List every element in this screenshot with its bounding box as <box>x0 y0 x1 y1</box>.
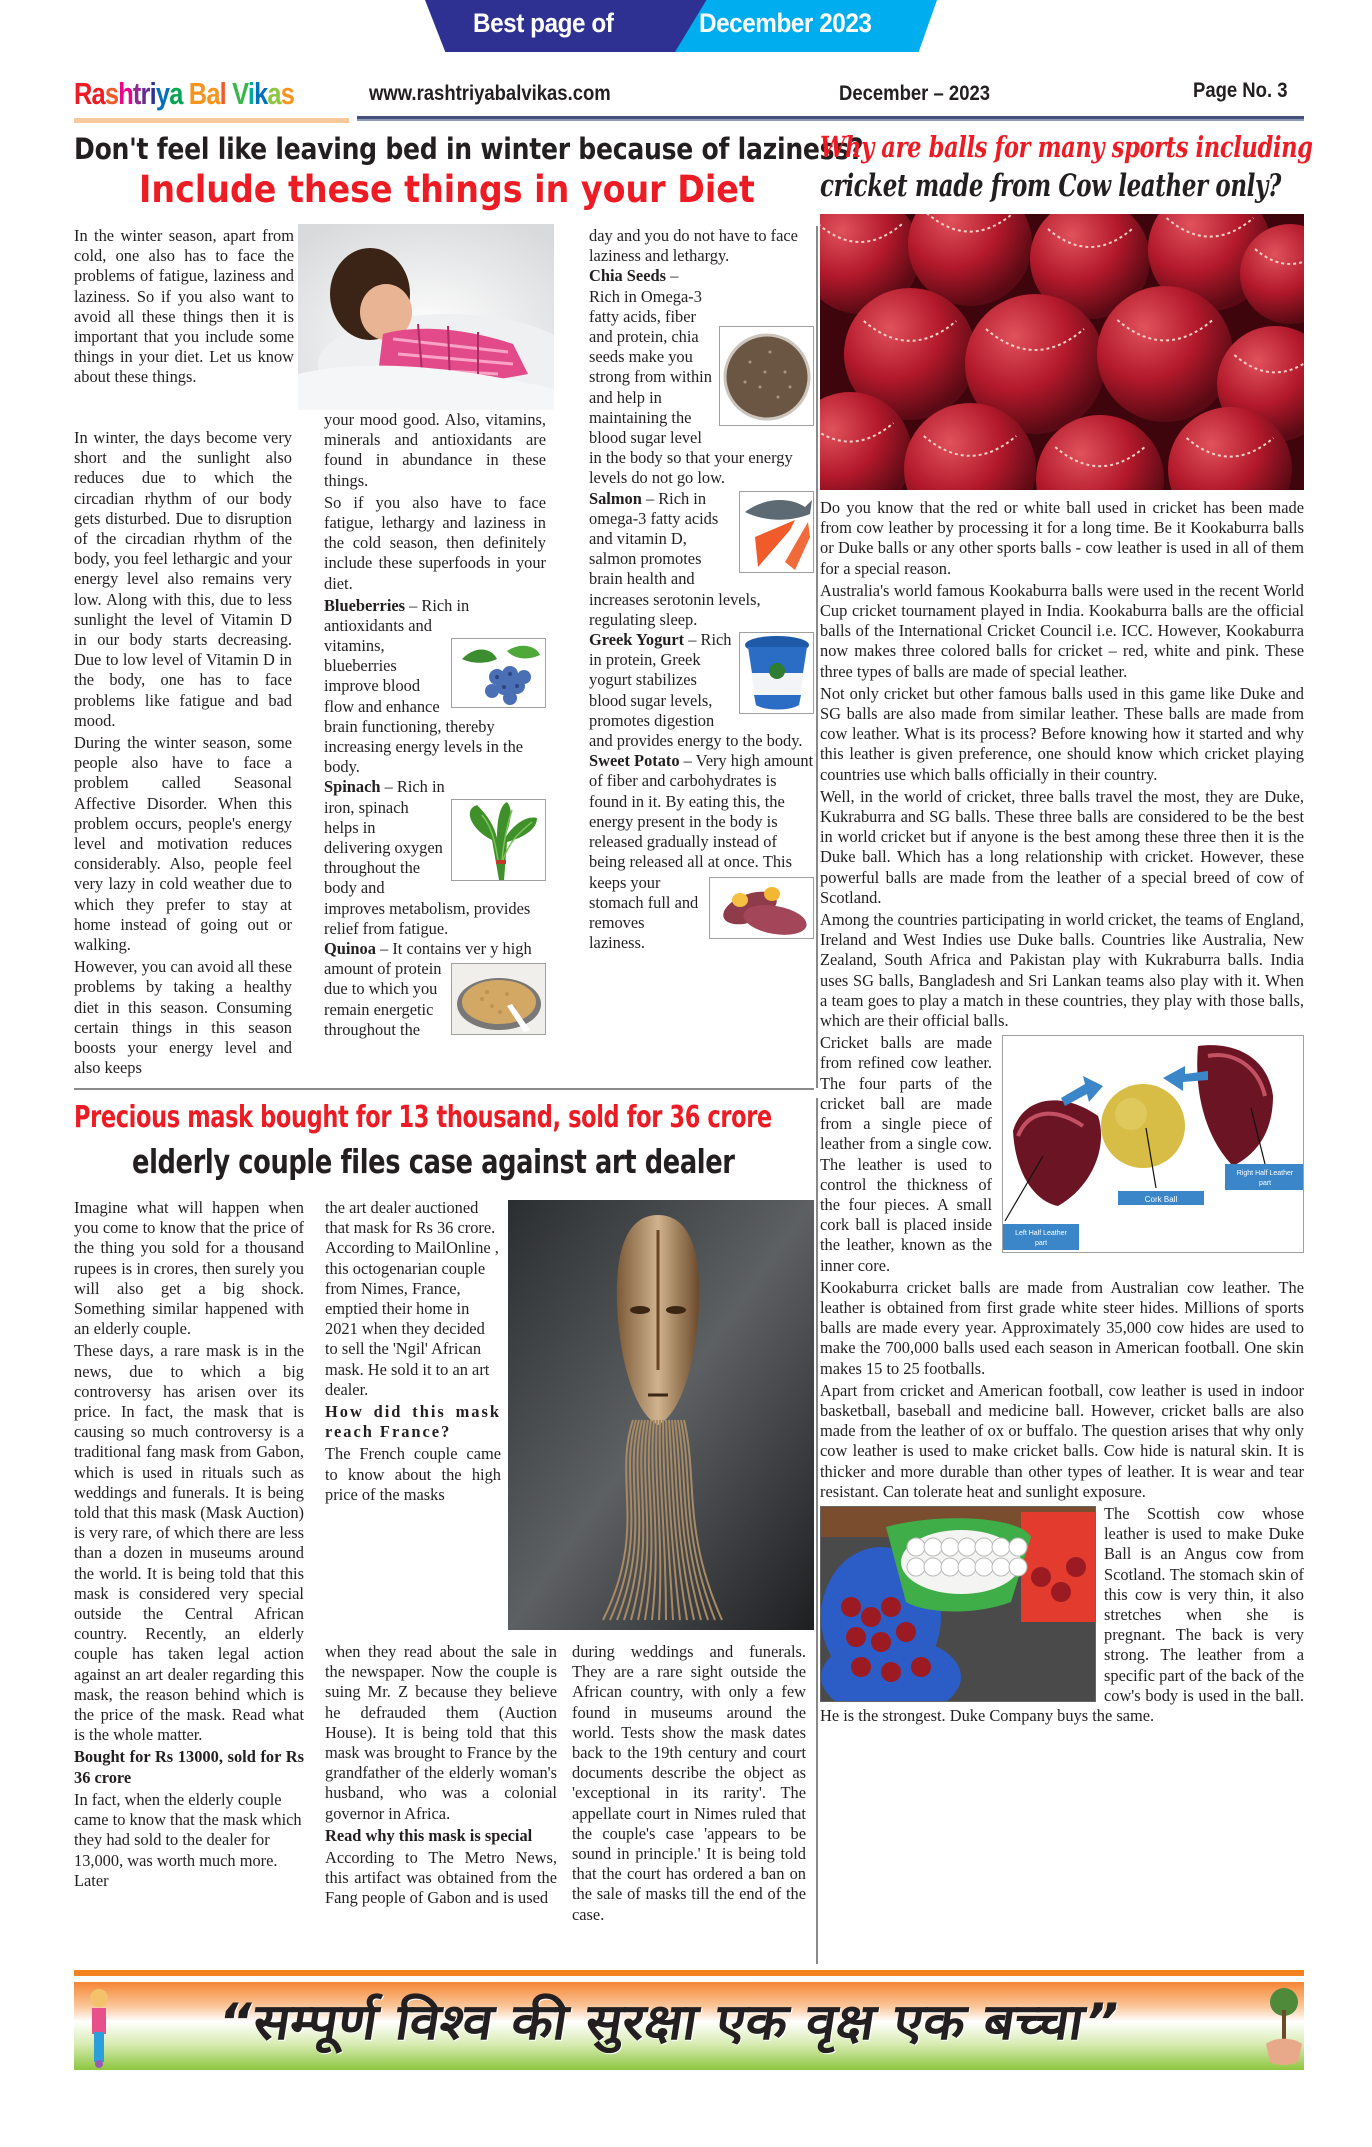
greek-yogurt-image <box>740 633 814 714</box>
food-quinoa: Quinoa – It contains ver y high amount of protein due to which you remain energetic throughout the <box>324 939 546 1040</box>
girl-sleeping-photo <box>298 224 554 410</box>
white-ball <box>975 1558 993 1576</box>
white-ball <box>924 1538 942 1556</box>
article1-column-3: day and you do not have to face laziness and lethargy. Chia Seeds – Rich in Omega-3 fatty acids, fiber and protein, chia seeds make you strong from within and help in maintaining the blood sugar level in the body so that your energy levels do not go low. Salmon – Rich in omega-3 fatty acids and vitamin D, salmon promotes brain health and increases serotonin levels, regulating sleep. Greek Yogurt – Rich in protein, Greek yogurt stabilizes blood sugar levels, promotes digestion and provides energy to the body. Sweet Potato – Very high amount of fiber and carbohydrates is found in it. By eating this, the energy present in the body is released gradually instead of being released all at once. This keeps your stomach full and removes laziness. <box>589 226 814 953</box>
article2-paragraph: Cricket balls are made from refined cow leather. The four parts of the cricket ball are made from a single piece of leather from a single cow. The leather is used to control the thickness of the four pieces. A small cork ball is placed inside the leather, known as the inner core. <box>820 1033 992 1275</box>
white-ball <box>958 1558 976 1576</box>
article2-paragraph: Apart from cricket and American football, cow leather is used in indoor basketball, baseball and medicine ball. However, cricket balls are also made from the leather of ox or buffalo. The question arises that why only cow leather is used to make cricket balls. Cow hide is natural skin. It is thicker and more durable than other types of leather. It is wear and tear resistant. Can tolerate heat and sunlight exposure. <box>820 1380 1304 1501</box>
logo-letter: a <box>206 76 220 111</box>
white-ball <box>941 1538 959 1556</box>
logo-letter: i <box>247 76 255 111</box>
cartoon-child-icon <box>84 1982 114 2070</box>
food-sweet-potato: Sweet Potato – Very high amount of fiber and carbohydrates is found in it. By eating this, the energy present in the body is released gradually instead of being released all at once. This keeps your stomach full and removes laziness. <box>589 751 814 953</box>
article2-paragraph: Kookaburra cricket balls are made from Australian cow leather. The leather is obtained from first grade white steer hides. Millions of sports balls are made every year. Approximately 35,000 cow hides are used to make the 700,000 balls used each season in American football. One skin makes 15 to 25 footballs. <box>820 1277 1304 1378</box>
article2-paragraph: Australia's world famous Kookaburra balls were used in the recent World Cup cricket tournament played in India. Kookaburra balls are the official balls of the International Cricket Council i.e. ICC. However, Kookaburra now makes three colored balls for cricket – red, white and pink. These three types of balls are made of special leather. <box>820 580 1304 681</box>
logo-letter: s <box>104 76 119 111</box>
article1-paragraph: your mood good. Also, vitamins, minerals and antioxidants are found in abundance in these things. <box>324 410 546 490</box>
red-ball <box>871 1632 891 1652</box>
article1-subheadline: Include these things in your Diet <box>139 168 755 211</box>
article3-paragraph: According to The Metro News, this artifact was obtained from the Fang people of Gabon and is used <box>325 1848 557 1908</box>
footer-divider <box>74 1970 1304 1976</box>
red-ball <box>1066 1557 1086 1577</box>
red-ball <box>896 1622 916 1642</box>
article3-column-3 <box>572 1642 806 1927</box>
article1-headline: Don't feel like leaving bed in winter because of laziness? <box>74 132 864 166</box>
svg-text:part: part <box>1258 1180 1272 1188</box>
fang-mask-image <box>508 1200 814 1630</box>
logo-letter: l <box>219 76 226 111</box>
logo-letter: t <box>132 76 141 111</box>
spinach-image <box>452 800 546 881</box>
article3-right-divider <box>816 1098 818 1964</box>
article1-bottom-divider <box>74 1088 814 1090</box>
article2-diagram-section <box>820 1033 1304 1275</box>
red-ball <box>911 1657 931 1677</box>
article1-column-1 <box>74 226 294 390</box>
article2-paragraph: Do you know that the red or white ball used in cricket has been made from cow leather by processing it for a long time. Be it Kookaburra balls or Duke balls or any other sports balls - cow leather is used in all of them for a special reason. <box>820 498 1304 578</box>
logo-letter: R <box>74 76 92 111</box>
right-leather-label: Right Half Leather <box>1236 1170 1294 1178</box>
red-ball <box>851 1657 871 1677</box>
article3-subhead-special: Read why this mask is special <box>325 1825 533 1845</box>
article-cricket-balls <box>820 130 1313 1970</box>
cricket-balls-image <box>820 214 1304 490</box>
article3-paragraph: Imagine what will happen when you come to know that the price of the thing you sold for a thousand rupees is in crores, then surely you will also get a big shock. Something similar happened with an elderly couple. <box>74 1198 304 1339</box>
article1-right-divider <box>816 226 818 1088</box>
article2-body <box>820 498 1304 1728</box>
logo-letter: k <box>254 76 268 111</box>
article3-subhead-france: How did this mask reach France? <box>325 1402 501 1442</box>
white-ball <box>907 1538 925 1556</box>
article2-subheadline: cricket made from Cow leather only? <box>820 168 1282 204</box>
white-ball <box>907 1558 925 1576</box>
article1-paragraph: However, you can avoid all these problems by taking a healthy diet in this season. Consuming certain things in this season boosts your energy level and also keeps <box>74 957 292 1078</box>
quinoa-image <box>452 964 546 1035</box>
article3-paragraph: The French couple came to know about the high price of the masks <box>325 1444 501 1504</box>
food-greek-yogurt: Greek Yogurt – Rich in protein, Greek yogurt stabilizes blood sugar levels, promotes digestion and provides energy to the body. <box>589 630 814 751</box>
ball-baskets-image <box>821 1507 1096 1702</box>
chia-seeds-photo <box>719 326 814 426</box>
white-ball <box>941 1558 959 1576</box>
logo-letter: B <box>188 76 207 111</box>
masthead-rule <box>357 116 1304 121</box>
masthead <box>74 72 1304 124</box>
footer-slogan-banner <box>74 1982 1304 2070</box>
logo-letter: V <box>232 76 248 111</box>
logo-letter: r <box>140 76 150 111</box>
red-ball <box>1051 1582 1071 1602</box>
white-ball <box>992 1558 1010 1576</box>
red-ball <box>1031 1567 1051 1587</box>
white-ball <box>1009 1558 1027 1576</box>
article-winter-diet <box>74 130 864 1085</box>
article1-column-1-lower <box>74 428 292 1081</box>
ribbon-right-text: December 2023 <box>699 8 872 38</box>
logo-letter: a <box>169 76 183 111</box>
red-ball <box>881 1597 901 1617</box>
logo-letter: a <box>267 76 281 111</box>
food-chia-seeds: Chia Seeds – Rich in Omega-3 fatty acids, fiber and protein, chia seeds make you strong from within and help in maintaining the blood sugar level in the body so that your energy levels do not go low. <box>589 266 814 488</box>
article3-paragraph: the art dealer auctioned that mask for Rs 36 crore. According to MailOnline , this octogenarian couple from Nimes, France, emptied their home in 2021 when they decided to sell the 'Ngil' African mask. He sold it to an art dealer. <box>325 1198 499 1399</box>
article3-column-2-bottom <box>325 1642 557 1911</box>
article1-paragraph: In winter, the days become very short and the sunlight also reduces due to which the circadian rhythm of our body gets disturbed. Due to disruption of the circadian rhythm of the body, you feel lethargic and your energy level also remains very low. Along with this, due to less sunlight the level of Vitamin D in our body starts decreasing. Due to low level of Vitamin D in the body, one has to face problems like fatigue and bad mood. <box>74 428 292 730</box>
logo-letter: i <box>149 76 156 111</box>
publication-logo <box>74 76 294 112</box>
article-precious-mask <box>74 1098 814 1970</box>
sweet-potato-photo <box>709 877 814 939</box>
blueberries-image <box>452 639 546 708</box>
white-ball <box>975 1538 993 1556</box>
tree-in-hands-icon <box>1264 1982 1304 2070</box>
red-ball <box>861 1607 881 1627</box>
blueberries-photo <box>451 638 546 708</box>
white-ball <box>1009 1538 1027 1556</box>
article3-column-2 <box>325 1198 501 1507</box>
article3-paragraph: when they read about the sale in the newspaper. Now the couple is suing Mr. Z because they believe he defrauded them (Auction House). It is being told that this mask was brought to France by the grandfather of the elderly woman's husband, who was a colonial governor in Africa. <box>325 1642 557 1823</box>
cricket-ball <box>1097 286 1233 422</box>
white-ball <box>958 1538 976 1556</box>
article2-paragraph: Not only cricket but other famous balls used in this game like Duke and SG balls are also made from similar leather. These balls are made from cow leather. What is its process? Before knowing how it started and why this leather is given preference, one should know which cricket playing countries use which balls officially in their country. <box>820 683 1304 784</box>
issue-date: December – 2023 <box>839 82 991 105</box>
ribbon-left-text: Best page of <box>473 8 614 38</box>
ball-parts-image <box>1003 1036 1304 1253</box>
footer-slogan-text: “सम्पूर्ण विश्व की सुरक्षा एक वृक्ष एक बच्चा” <box>214 1993 1124 2051</box>
article2-basket-section <box>820 1504 1304 1726</box>
article3-paragraph: during weddings and funerals. They are a rare sight outside the African country, with only a few found in museums around the world. Tests show the mask dates back to the 19th century and court documents describe the object as 'exceptional in its rarity'. The appellate court in Nimes ruled that the couple's case 'appears to be sound in principle.' It is being told that the court has ordered a ban on the sale of masks till the end of the case. <box>572 1642 806 1924</box>
white-ball <box>992 1538 1010 1556</box>
article3-paragraph: In fact, when the elderly couple came to know that the mask which they had sold to the dealer for 13,000, was worth much more. Later <box>74 1789 302 1890</box>
spinach-photo <box>451 799 546 881</box>
red-ball <box>881 1662 901 1682</box>
quinoa-photo <box>451 963 546 1035</box>
article2-headline: Why are balls for many sports including <box>820 130 1313 164</box>
logo-underline <box>74 118 349 123</box>
fang-mask-photo <box>508 1200 814 1630</box>
article3-paragraph: These days, a rare mask is in the news, due to which a big controversy has arisen over its price. In fact, the mask that is causing so much controversy is a traditional fang mask from Gabon, which is used in rituals such as weddings and funerals. It is being told that this mask (Mask Auction) is very rare, of which there are less than a dozen in museums around the world. It is being told that this mask is considered very special outside the Central African country. Recently, an elderly couple has taken legal action against an art dealer regarding this mask, the reason behind which is the price of the mask. Read what is the whole matter. <box>74 1341 304 1745</box>
food-blueberries: Blueberries – Rich in antioxidants and vitamins, blueberries improve blood flow and enhance brain functioning, thereby increasing energy levels in the body. <box>324 596 546 778</box>
article2-paragraph: Well, in the world of cricket, three balls travel the most, they are Duke, Kukraburra and SG balls. These three balls are considered to be the best in world cricket but if anyone is the best among these three then it is the Duke ball. Which has a long relationship with cricket. However, these powerful balls are made from the leather of a special breed of cow of Scotland. <box>820 786 1304 907</box>
article3-column-1 <box>74 1198 304 1893</box>
page-number: Page No. 3 <box>1193 79 1288 102</box>
logo-letter: s <box>280 76 295 111</box>
cork-ball-label: Cork Ball <box>1144 1195 1178 1205</box>
svg-text:part: part <box>1034 1240 1048 1248</box>
article1-column-2 <box>324 410 546 1040</box>
best-page-ribbon <box>425 0 937 52</box>
logo-letter: y <box>155 76 170 111</box>
left-leather-label: Left Half Leather <box>1015 1230 1067 1238</box>
salmon-image <box>740 492 814 573</box>
logo-letter: a <box>91 76 105 111</box>
cricket-balls-photo <box>820 214 1304 490</box>
article3-subhead-bought: Bought for Rs 13000, sold for Rs 36 crore <box>74 1747 304 1787</box>
ball-baskets-photo <box>820 1506 1096 1702</box>
website-link[interactable]: www.rashtriyabalvikas.com <box>369 82 611 105</box>
sweet-potato-image <box>710 878 814 939</box>
food-spinach: Spinach – Rich in iron, spinach helps in delivering oxygen throughout the body and improves metabolism, provides relief from fatigue. <box>324 777 546 939</box>
article3-headline: Precious mask bought for 13 thousand, sold for 36 crore <box>74 1100 772 1135</box>
article1-paragraph: In the winter season, apart from cold, one also has to face the problems of fatigue, laziness and laziness. So if you also want to avoid all these things then it is important that you include some things in your diet. Let us know about these things. <box>74 226 294 387</box>
white-ball <box>924 1558 942 1576</box>
red-ball <box>846 1627 866 1647</box>
article2-paragraph: Among the countries participating in world cricket, the teams of England, Ireland and West Indies use Duke balls. Countries like Australia, New Zealand, South Africa and Pakistan play with Kukraburra balls. India uses SG balls, Bangladesh and Sri Lankan teams also play with it. When a team goes to play a match in these countries, they play with those balls, which are their official balls. <box>820 910 1304 1031</box>
salmon-photo <box>739 491 814 573</box>
article2-paragraph: The Scottish cow whose leather is used to make Duke Ball is an Angus cow from Scotland. The stomach skin of this cow is very thin, it also stretches when she is pregnant. The back is very strong. The leather from a specific part of the back of the cow's body is used in the ball. He is the strongest. Duke Company buys the same. <box>820 1503 1304 1725</box>
article1-paragraph: So if you also have to face fatigue, lethargy and laziness in the cold season, then definitely include these superfoods in your diet. <box>324 492 546 593</box>
food-salmon: Salmon – Rich in omega-3 fatty acids and vitamin D, salmon promotes brain health and increases serotonin levels, regulating sleep. <box>589 489 814 630</box>
article3-subheadline: elderly couple files case against art dealer <box>132 1142 735 1181</box>
greek-yogurt-photo <box>739 632 814 714</box>
logo-letter: h <box>118 76 133 111</box>
girl-sleeping-image <box>298 224 554 410</box>
chia-seeds-image <box>720 327 814 426</box>
red-ball <box>841 1597 861 1617</box>
cricket-ball-parts-diagram <box>1002 1035 1304 1253</box>
article1-paragraph: During the winter season, some people also have to face a problem called Seasonal Affective Disorder. When this problem occurs, people's energy level and motivation reduces considerably. Also, people feel very lazy in cold weather due to which they prefer to stay at home instead of going out or walking. <box>74 733 292 955</box>
